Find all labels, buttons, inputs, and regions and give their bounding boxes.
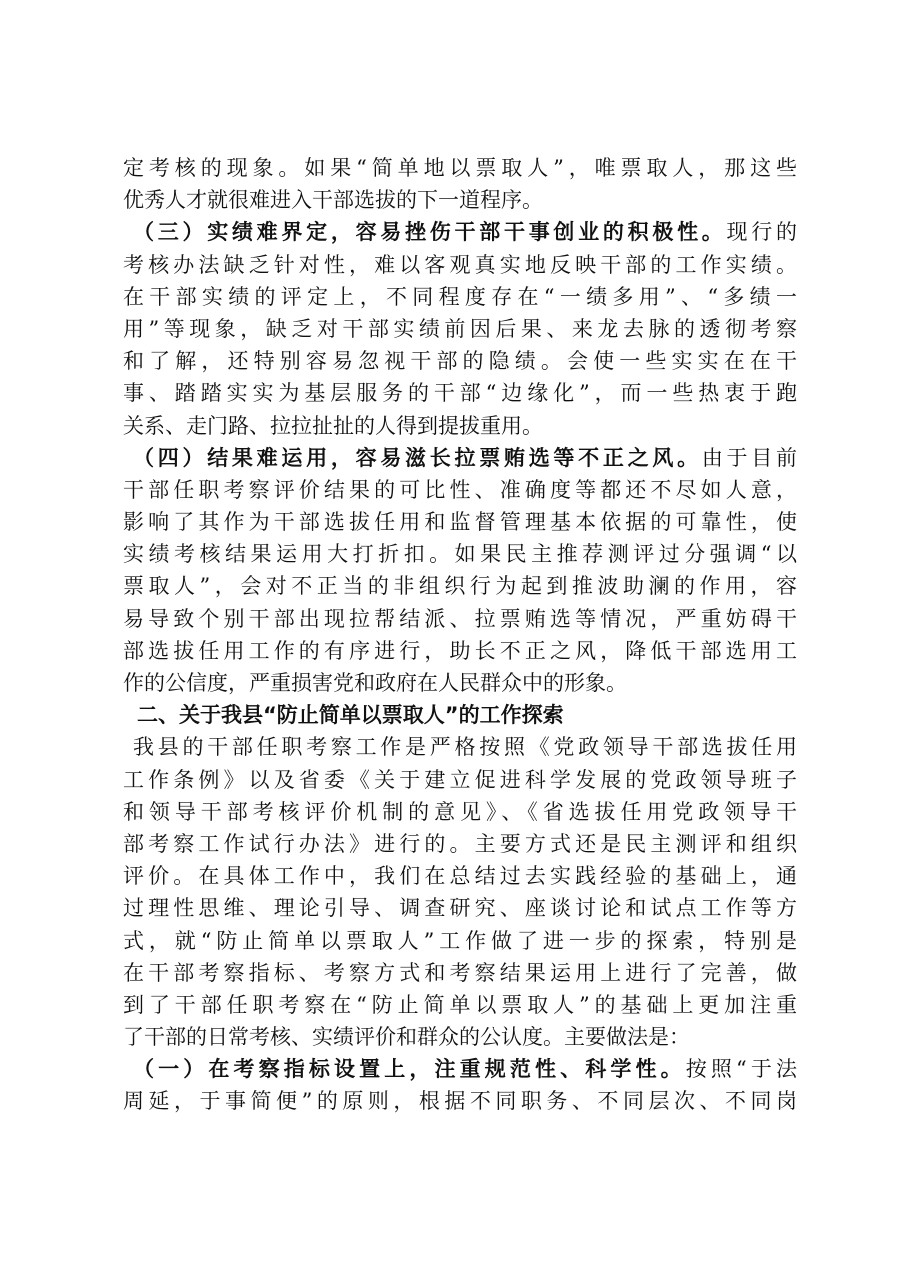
text-line: 考核办法缺乏针对性，难以客观真实地反映干部的工作实绩。 (123, 252, 797, 277)
text-line: 影响了其作为干部选拔任用和监督管理基本依据的可靠性，使 (123, 510, 797, 535)
text-line: 过理性思维、理论引导、调查研究、座谈讨论和试点工作等方 (123, 896, 797, 921)
paragraph-lead-tail: 按照“于法 (685, 1057, 797, 1082)
paragraph-lead-bold: （一）在考察指标设置上，注重规范性、科学性。 (133, 1056, 686, 1082)
text-line: 事、踏踏实实为基层服务的干部“边缘化”，而一些热衷于跑 (123, 381, 797, 406)
text-line: 和了解，还特别容易忽视干部的隐绩。会使一些实实在在干 (123, 349, 797, 374)
text-line: 和领导干部考核评价机制的意见》、《省选拔任用党政领导干 (123, 799, 797, 824)
text-line: 定考核的现象。如果“简单地以票取人”，唯票取人，那这些 (123, 156, 797, 180)
paragraph-lead-line (123, 216, 797, 248)
text-line: 我县的干部任职考察工作是严格按照《党政领导干部选拔任用 (133, 735, 797, 760)
text-line: 实绩考核结果运用大打折扣。如果民主推荐测评过分强调“以 (123, 542, 797, 567)
text-line: 关系、走门路、拉拉扯扯的人得到提拔重用。 (123, 413, 543, 438)
paragraph-lead-line (123, 442, 797, 474)
section-heading: 二、关于我县“防止简单以票取人”的工作探索 (137, 703, 564, 728)
text-line: 在干部实绩的评定上，不同程度存在“一绩多用”、“多绩一 (123, 284, 797, 309)
document-body (123, 152, 797, 1118)
text-line: 易导致个别干部出现拉帮结派、拉票贿选等情况，严重妨碍干 (123, 606, 797, 631)
text-line: 式，就“防止简单以票取人”工作做了进一步的探索，特别是 (123, 928, 797, 953)
text-line: 部选拔任用工作的有序进行，助长不正之风，降低干部选用工 (123, 638, 797, 663)
text-line: 用”等现象，缺乏对干部实绩前因后果、来龙去脉的透彻考察 (123, 316, 797, 341)
text-line: 干部任职考察评价结果的可比性、准确度等都还不尽如人意， (123, 477, 797, 502)
text-line: 在干部考察指标、考察方式和考察结果运用上进行了完善，做 (123, 960, 797, 985)
text-line: 优秀人才就很难进入干部选拔的下一道程序。 (123, 188, 543, 213)
text-line: 评价。在具体工作中，我们在总结过去实践经验的基础上，通 (123, 864, 797, 889)
text-line: 了干部的日常考核、实绩评价和群众的公认度。主要做法是： (123, 1025, 690, 1050)
text-line: 到了干部任职考察在“防止简单以票取人”的基础上更加注重 (123, 992, 797, 1017)
text-line: 票取人”，会对不正当的非组织行为起到推波助澜的作用，容 (123, 574, 797, 599)
paragraph-lead-tail: 由于目前 (701, 445, 797, 470)
paragraph-lead-bold: （三）实绩难界定，容易挫伤干部干事创业的积极性。 (133, 219, 727, 245)
paragraph-lead-line (123, 1053, 797, 1085)
text-line: 作的公信度，严重损害党和政府在人民群众中的形象。 (123, 671, 627, 695)
paragraph-lead-bold: （四）结果难运用，容易滋长拉票贿选等不正之风。 (133, 444, 702, 470)
paragraph-lead-tail: 现行的 (726, 220, 797, 245)
text-line: 工作条例》以及省委《关于建立促进科学发展的党政领导班子 (123, 767, 797, 792)
text-line: 部考察工作试行办法》进行的。主要方式还是民主测评和组织 (123, 831, 797, 856)
text-line: 周延，于事简便”的原则，根据不同职务、不同层次、不同岗 (123, 1089, 797, 1114)
